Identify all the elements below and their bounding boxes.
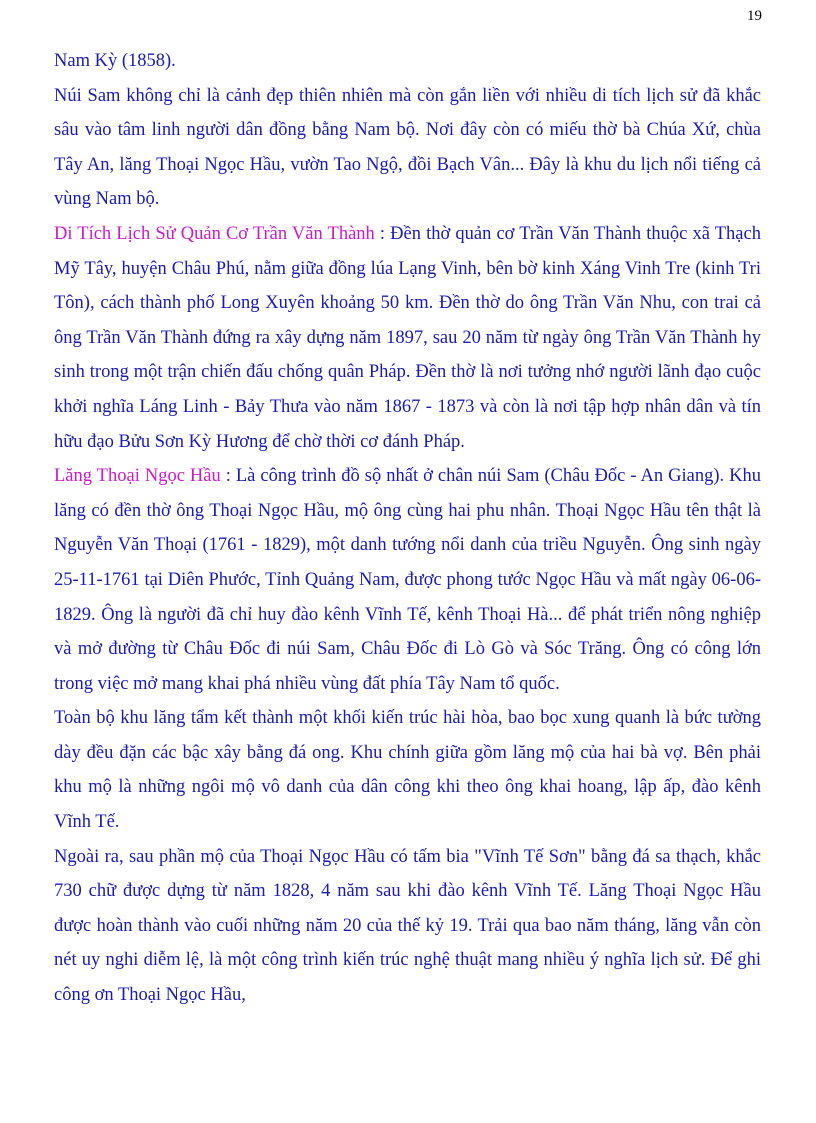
paragraph-text: : Là công trình đồ sộ nhất ở chân núi Sam (Châu Đốc - An Giang). Khu lăng có đền thờ ông Thoại Ngọc Hầu, mộ ông cùng hai phu nhân. Thoại Ngọc Hầu tên thật là Nguyễn Văn Thoại (1761 - 1829), một danh tướng nổi danh của triều Nguyễn. Ông sinh ngày 25-11-1761 tại Diên Phước, Tỉnh Quảng Nam, được phong tước Ngọc Hầu và mất ngày 06-06-1829. Ông là người đã chỉ huy đào kênh Vĩnh Tế, kênh Thoại Hà... để phát triển nông nghiệp và mở đường từ Châu Đốc đi núi Sam, Châu Đốc đi Lò Gò và Sóc Trăng. Ông có công lớn trong việc mở mang khai phá nhiều vùng đất phía Tây Nam tổ quốc. xyxy=(54,466,761,694)
page-number: 19 xyxy=(747,8,762,24)
paragraph-nui-sam xyxy=(54,79,761,217)
paragraph-khu-lang-tam xyxy=(54,701,761,839)
paragraph-text: Ngoài ra, sau phần mộ của Thoại Ngọc Hầu có tấm bia "Vĩnh Tế Sơn" bằng đá sa thạch, khắc 730 chữ được dựng từ năm 1828, 4 năm sau khi đào kênh Vĩnh Tế. Lăng Thoại Ngọc Hầu được hoàn thành vào cuối những năm 20 của thế kỷ 19. Trải qua bao năm tháng, lăng vẫn còn nét uy nghi diễm lệ, là một công trình kiến trúc nghệ thuật mang nhiều ý nghĩa lịch sử. Để ghi công ơn Thoại Ngọc Hầu, xyxy=(54,846,761,1006)
paragraph-bia-vinh-te-son xyxy=(54,840,761,1013)
section-heading-lang-thoai-ngoc-hau: Lăng Thoại Ngọc Hầu xyxy=(54,466,221,487)
paragraph-nam-ky-continuation xyxy=(54,44,761,79)
paragraph-lang-thoai-ngoc-hau xyxy=(54,459,761,701)
paragraph-text: Nam Kỳ (1858). xyxy=(54,51,176,71)
paragraph-tran-van-thanh xyxy=(54,217,761,459)
paragraph-text: Núi Sam không chỉ là cảnh đẹp thiên nhiên mà còn gắn liền với nhiều di tích lịch sử đã khắc sâu vào tâm linh người dân đồng bằng Nam bộ. Nơi đây còn có miếu thờ bà Chúa Xứ, chùa Tây An, lăng Thoại Ngọc Hầu, vườn Tao Ngộ, đồi Bạch Vân... Đây là khu du lịch nổi tiếng cả vùng Nam bộ. xyxy=(54,85,761,210)
document-body xyxy=(54,44,761,1013)
section-heading-tran-van-thanh: Di Tích Lịch Sử Quản Cơ Trần Văn Thành xyxy=(54,223,375,244)
paragraph-text: Toàn bộ khu lăng tẩm kết thành một khối kiến trúc hài hòa, bao bọc xung quanh là bức tường dày đều đặn các bậc xây bằng đá ong. Khu chính giữa gồm lăng mộ của hai bà vợ. Bên phải khu mộ là những ngôi mộ vô danh của dân công khi theo ông khai hoang, lập ấp, đào kênh Vĩnh Tế. xyxy=(54,708,761,833)
paragraph-text: : Đền thờ quản cơ Trần Văn Thành thuộc xã Thạch Mỹ Tây, huyện Châu Phú, nằm giữa đồng lúa Lạng Vinh, bên bờ kinh Xáng Vinh Tre (kinh Tri Tôn), cách thành phố Long Xuyên khoảng 50 km. Đền thờ do ông Trần Văn Nhu, con trai cả ông Trần Văn Thành đứng ra xây dựng năm 1897, sau 20 năm từ ngày ông Trần Văn Thành hy sinh trong một trận chiến đấu chống quân Pháp. Đền thờ là nơi tưởng nhớ người lãnh đạo cuộc khởi nghĩa Láng Linh - Bảy Thưa vào năm 1867 - 1873 và còn là nơi tập hợp nhân dân và tín hữu đạo Bửu Sơn Kỳ Hương để chờ thời cơ đánh Pháp. xyxy=(54,223,761,452)
